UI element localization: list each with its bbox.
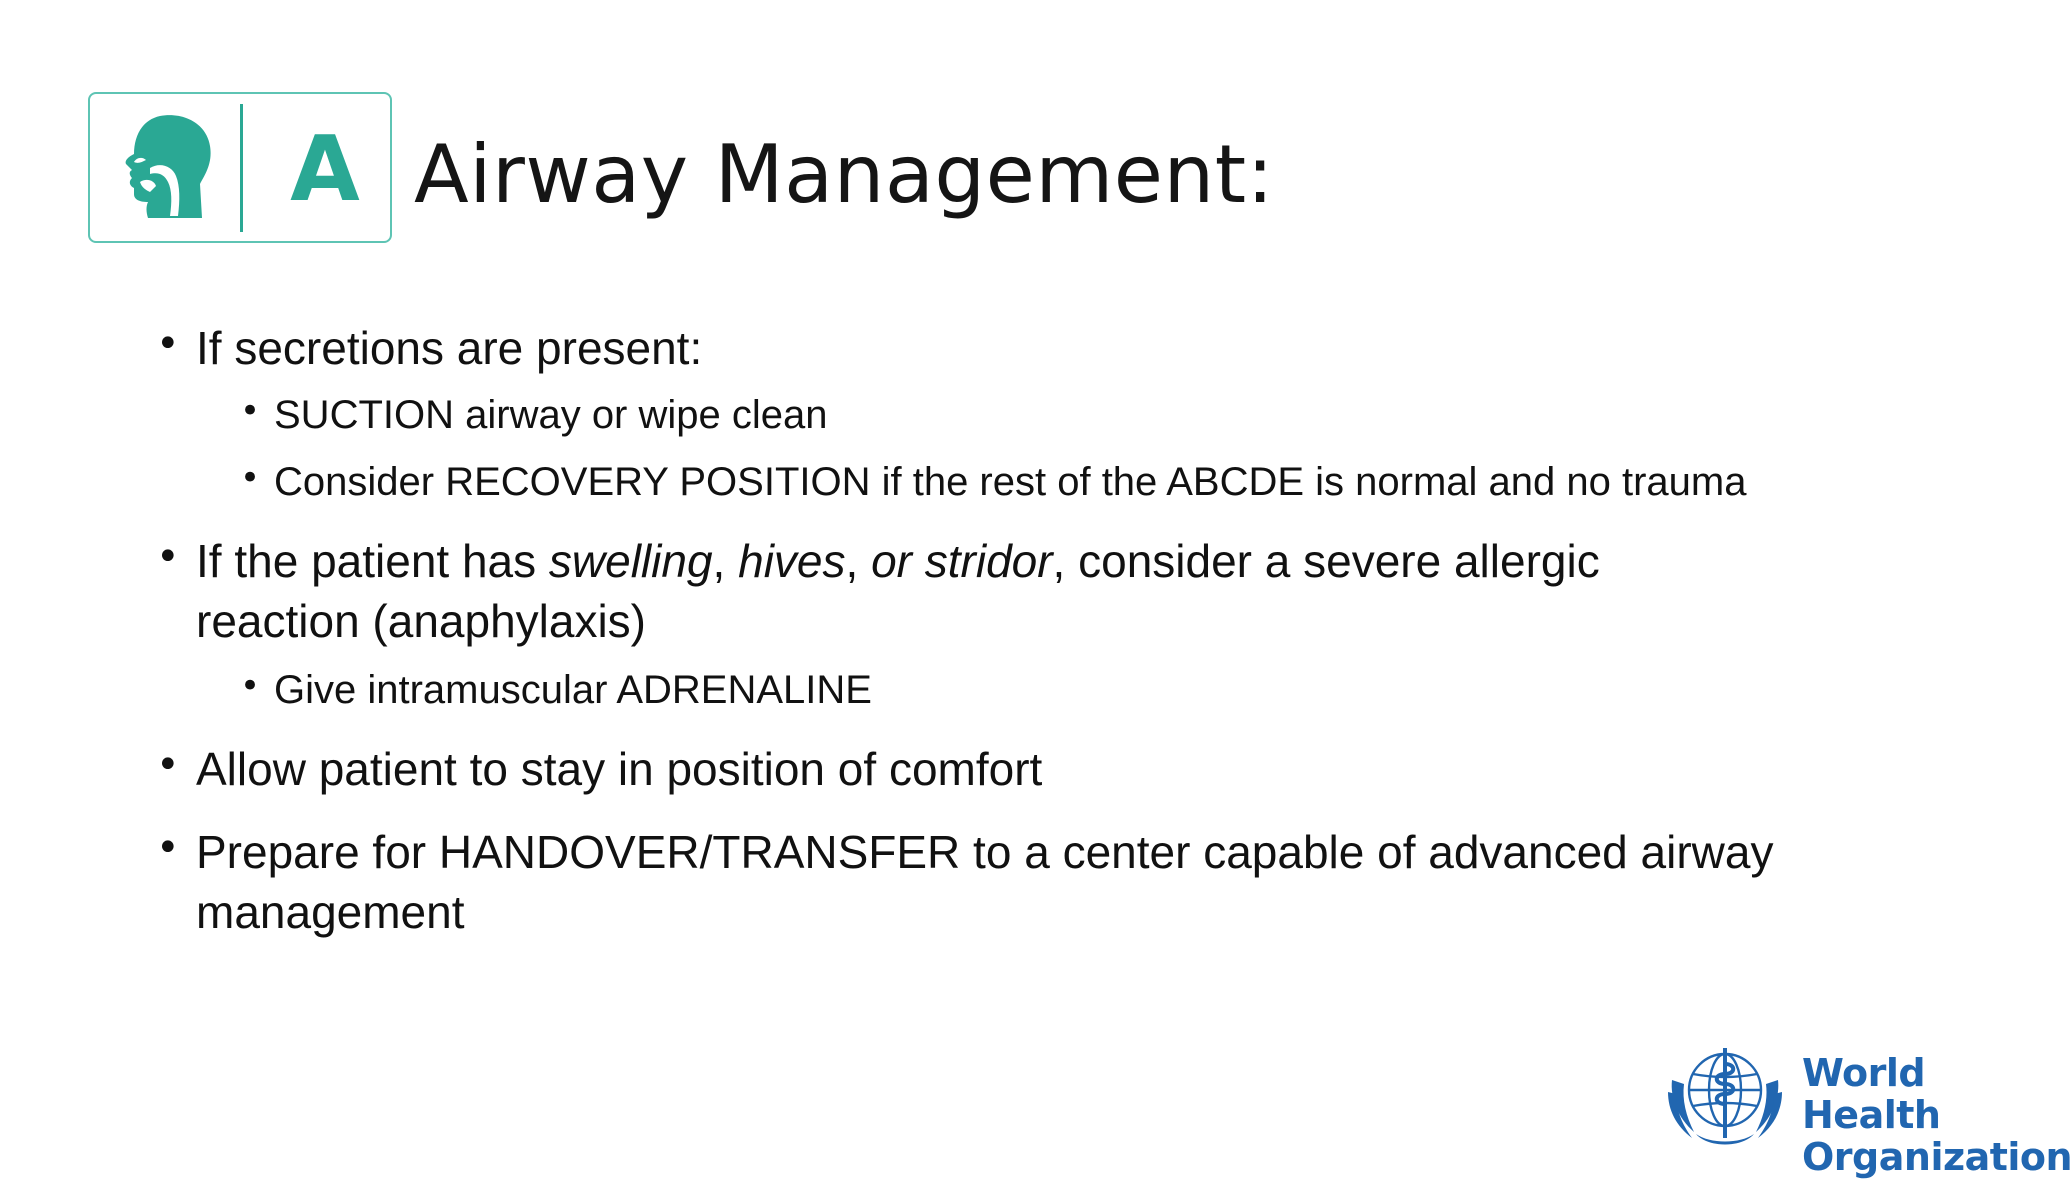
bullet-continuation [196, 591, 646, 651]
bullet-text-part: , [712, 535, 739, 587]
bullet-dot: • [240, 666, 261, 706]
bullet-emphasis: or stridor [871, 535, 1053, 587]
bullet-text: Allow patient to stay in position of comfort [196, 743, 1043, 795]
bullet-text: Give intramuscular ADRENALINE [274, 668, 872, 712]
bullet-text-part: If the patient has [196, 535, 549, 587]
who-logo-text [1802, 1052, 2072, 1178]
bullet-emphasis: swelling [548, 535, 713, 587]
bullet-dot: • [156, 534, 180, 580]
badge-divider [240, 104, 243, 232]
who-emblem-icon [1662, 1036, 1788, 1152]
bullet-emphasis: hives [738, 535, 846, 587]
bullet-text: management [196, 886, 465, 938]
bullet-text: reaction (anaphylaxis) [196, 595, 647, 647]
bullet-dot: • [156, 742, 180, 788]
head-airway-icon [120, 112, 216, 222]
bullet-text: Consider RECOVERY POSITION if the rest of the ABCDE is normal and no trauma [274, 460, 1747, 504]
bullet-item [156, 739, 1043, 799]
bullet-dot: • [156, 825, 180, 871]
sub-bullet-item [240, 388, 828, 442]
bullet-text: Prepare for HANDOVER/TRANSFER to a center capable of advanced airway [196, 826, 1774, 878]
bullet-item [156, 531, 1600, 591]
sub-bullet-item [240, 455, 1747, 509]
bullet-dot: • [156, 321, 180, 367]
bullet-item [156, 822, 1774, 882]
badge-letter: A [290, 117, 360, 222]
bullet-text-part: , [845, 535, 872, 587]
who-logo-line1: World Health [1802, 1051, 1941, 1137]
bullet-continuation [196, 882, 465, 942]
bullet-text: If secretions are present: [196, 322, 703, 374]
sub-bullet-item [240, 663, 872, 717]
page-title: Airway Management: [414, 128, 1275, 221]
who-logo [1662, 1036, 2072, 1179]
airway-badge [88, 92, 392, 243]
bullet-item [156, 318, 703, 378]
bullet-dot: • [240, 391, 261, 431]
bullet-text: SUCTION airway or wipe clean [274, 393, 828, 437]
bullet-text-part: , consider a severe allergic [1052, 535, 1600, 587]
bullet-dot: • [240, 458, 261, 498]
who-logo-line2: Organization [1802, 1135, 2072, 1179]
